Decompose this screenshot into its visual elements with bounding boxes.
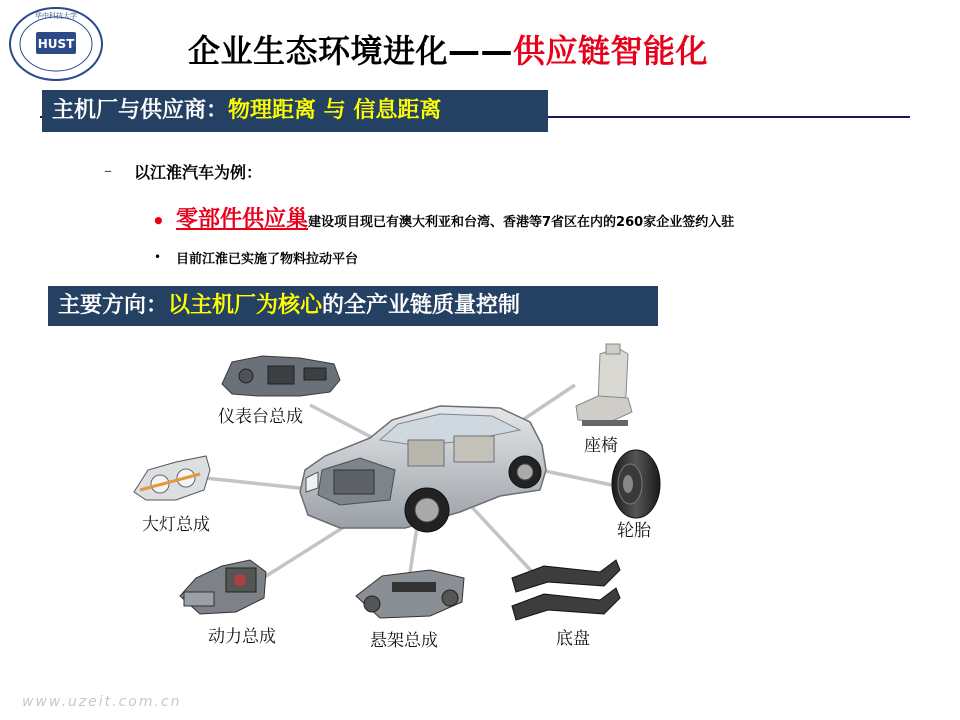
- watermark: www.uzeit.com.cn: [22, 694, 182, 710]
- section1-highlight: 物理距离 与 信息距离: [228, 98, 442, 123]
- supply-chain-diagram: [0, 330, 960, 720]
- connector-powertrain: [252, 520, 355, 585]
- label-powertrain: 动力总成: [208, 627, 276, 647]
- logo-text: 华中科技大学: [35, 12, 77, 20]
- title-main: 企业生态环境进化——: [188, 32, 514, 70]
- car-cutaway-image: [300, 406, 546, 532]
- connector-chassis: [470, 505, 535, 575]
- bullet-item-supply-nest: [176, 202, 734, 233]
- page-title: [188, 26, 708, 72]
- seat-image: [576, 344, 632, 426]
- label-tire: 轮胎: [617, 521, 651, 541]
- suspension-image: [356, 570, 464, 618]
- label-dashboard: 仪表台总成: [218, 407, 303, 427]
- dashboard-image: [222, 356, 340, 396]
- section2-highlight: 以主机厂为核心: [168, 293, 323, 318]
- headlight-image: [134, 456, 210, 500]
- university-logo: [8, 6, 104, 82]
- bullet-dot-red: •: [152, 209, 165, 233]
- header-rule-right: [538, 116, 910, 118]
- bullet-item-material-platform: 目前江淮已实施了物料拉动平台: [176, 252, 359, 267]
- section2-suffix: 的全产业链质量控制: [322, 293, 521, 318]
- title-accent: 供应链智能化: [513, 32, 709, 70]
- section-header-distance: [42, 90, 548, 132]
- logo-abbr: HUST: [37, 37, 75, 51]
- label-headlight: 大灯总成: [142, 515, 210, 535]
- supply-nest-term: 零部件供应巢: [176, 207, 309, 232]
- powertrain-image: [180, 560, 266, 614]
- label-chassis: 底盘: [556, 629, 590, 649]
- section1-prefix: 主机厂与供应商：: [52, 98, 229, 123]
- section2-prefix: 主要方向：: [58, 293, 169, 318]
- bullet-level1: 以江淮汽车为例：: [134, 163, 263, 182]
- tire-image: [612, 450, 660, 518]
- section-header-direction: [48, 286, 658, 326]
- supply-nest-detail: 建设项目现已有澳大利亚和台湾、香港等7省区在内的260家企业签约入驻: [308, 215, 735, 230]
- bullet-dot: •: [154, 250, 162, 264]
- label-suspension: 悬架总成: [370, 631, 438, 651]
- label-seat: 座椅: [584, 436, 618, 456]
- bullet-dash: –: [104, 161, 112, 180]
- connector-tire: [540, 470, 612, 485]
